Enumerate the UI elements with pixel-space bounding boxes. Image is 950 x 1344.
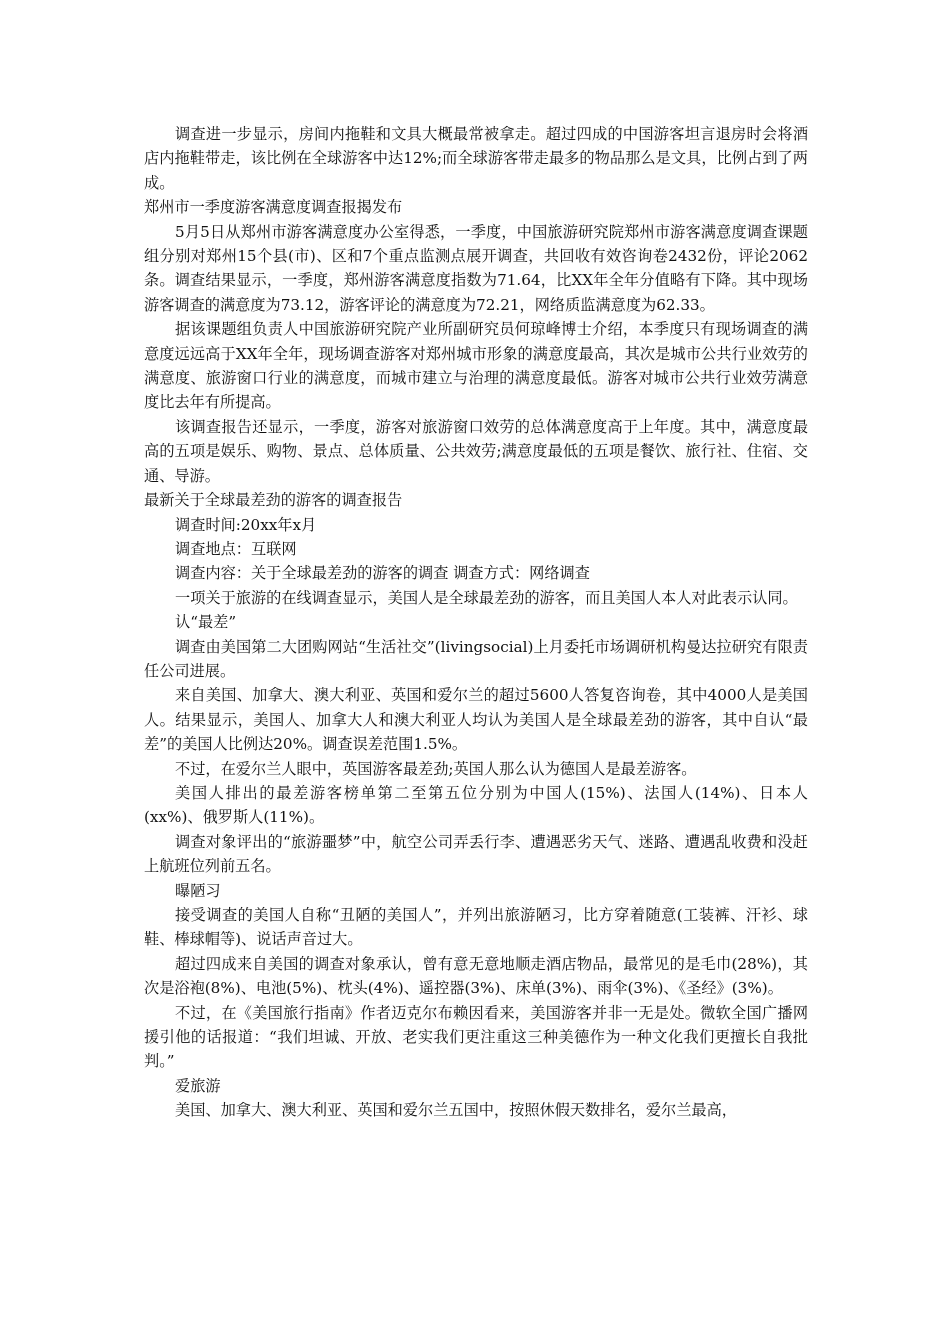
paragraph: 不过，在爱尔兰人眼中，英国游客最差劲;英国人那么认为德国人是最差游客。	[175, 759, 697, 778]
document-page	[144, 122, 808, 1123]
paragraph: 据该课题组负责人中国旅游研究院产业所副研究员何琼峰博士介绍，本季度只有现场调查的满意度远远高于XX年全年，现场调查游客对郑州城市形象的满意度最高，其次是城市公共行业效劳的满意度、旅游窗口行业的满意度，而城市建立与治理的满意度最低。游客对城市公共行业效劳满意度比去年有所提高。	[144, 320, 808, 412]
subheading: 爱旅游	[175, 1076, 221, 1095]
paragraph: 一项关于旅游的在线调查显示，美国人是全球最差劲的游客，而且美国人本人对此表示认同。	[175, 588, 798, 607]
section-heading: 最新关于全球最差劲的游客的调查报告	[144, 491, 403, 510]
paragraph: 调查进一步显示，房间内拖鞋和文具大概最常被拿走。超过四成的中国游客坦言退房时会将酒店内拖鞋带走，该比例在全球游客中达12%;而全球游客带走最多的物品那么是文具，比例占到了两成。	[144, 125, 808, 192]
subheading: 曝陋习	[175, 881, 221, 900]
survey-time: 调查时间:20xx年x月	[175, 515, 317, 534]
paragraph: 5月5日从郑州市游客满意度办公室得悉，一季度，中国旅游研究院郑州市游客满意度调查课题组分别对郑州15个县(市)、区和7个重点监测点展开调查，共回收有效咨询卷2432份，评论2062条。调查结果显示，一季度，郑州游客满意度指数为71.64，比XX年全年分值略有下降。其中现场游客调查的满意度为73.12，游客评论的满意度为72.21，网络质监满意度为62.33。	[144, 222, 808, 314]
paragraph: 美国、加拿大、澳大利亚、英国和爱尔兰五国中，按照休假天数排名，爱尔兰最高，	[175, 1101, 737, 1120]
paragraph: 美国人排出的最差游客榜单第二至第五位分别为中国人(15%)、法国人(14%)、日本人(xx%)、俄罗斯人(11%)。	[144, 783, 808, 827]
paragraph: 来自美国、加拿大、澳大利亚、英国和爱尔兰的超过5600人答复咨询卷，其中4000人是美国人。结果显示，美国人、加拿大人和澳大利亚人均认为美国人是全球最差劲的游客，其中自认“最差”的美国人比例达20%。调查误差范围1.5%。	[144, 686, 808, 754]
paragraph: 接受调查的美国人自称“丑陋的美国人”，并列出旅游陋习，比方穿着随意(工装裤、汗衫、球鞋、棒球帽等)、说话声音过大。	[144, 906, 808, 949]
section-heading: 郑州市一季度游客满意度调查报揭发布	[144, 198, 403, 217]
subheading: 认“最差”	[175, 613, 237, 632]
survey-location: 调查地点：互联网	[175, 539, 297, 558]
paragraph: 超过四成来自美国的调查对象承认，曾有意无意地顺走酒店物品，最常见的是毛巾(28%)，其次是浴袍(8%)、电池(5%)、枕头(4%)、遥控器(3%)、床单(3%)、雨伞(3%)、《圣经》(3%)。	[144, 954, 808, 998]
paragraph: 调查对象评出的“旅游噩梦”中，航空公司弄丢行李、遭遇恶劣天气、迷路、遭遇乱收费和没赶上航班位列前五名。	[144, 832, 808, 876]
paragraph: 调查由美国第二大团购网站“生活社交”(livingsocial)上月委托市场调研机构曼达拉研究有限责任公司进展。	[144, 637, 808, 680]
survey-content: 调查内容：关于全球最差劲的游客的调查 调查方式：网络调查	[175, 564, 590, 583]
paragraph: 该调查报告还显示，一季度，游客对旅游窗口效劳的总体满意度高于上年度。其中，满意度最高的五项是娱乐、购物、景点、总体质量、公共效劳;满意度最低的五项是餐饮、旅行社、住宿、交通、导游。	[144, 417, 808, 485]
paragraph: 不过，在《美国旅行指南》作者迈克尔布赖因看来，美国游客并非一无是处。微软全国广播网援引他的话报道：“我们坦诚、开放、老实我们更注重这三种美德作为一种文化我们更擅长自我批判。”	[144, 1003, 808, 1071]
